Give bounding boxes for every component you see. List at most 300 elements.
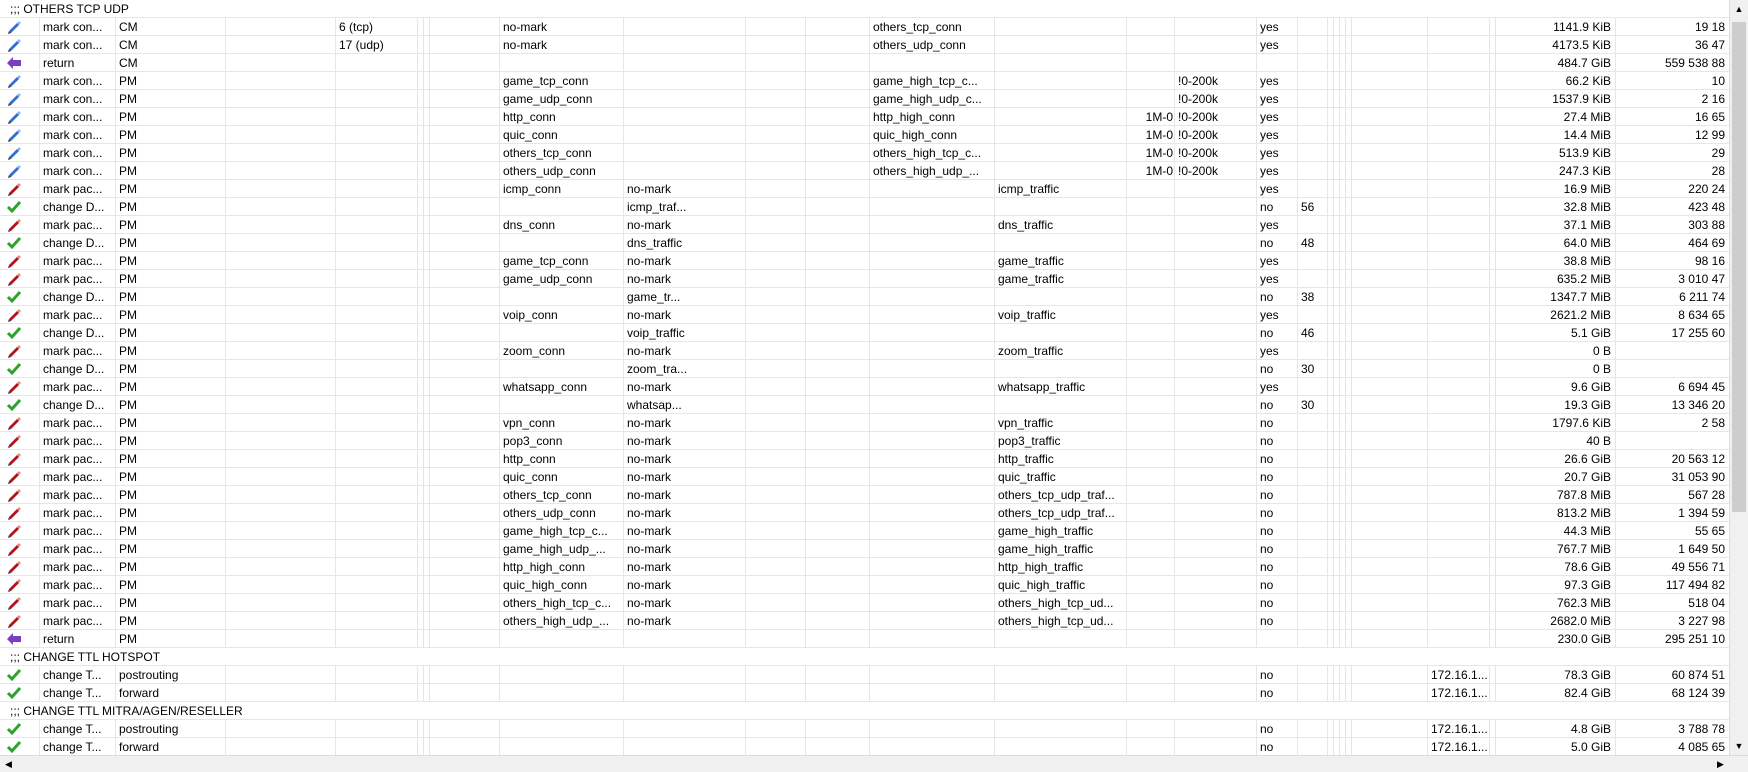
rule-row[interactable] bbox=[0, 684, 1729, 702]
rule-row[interactable] bbox=[0, 558, 1729, 576]
cell-new-packet bbox=[995, 144, 1127, 162]
cell-empty bbox=[746, 198, 806, 216]
cell-rate bbox=[1127, 180, 1175, 198]
cell-pass: no bbox=[1257, 450, 1298, 468]
rule-row[interactable] bbox=[0, 72, 1729, 90]
cell-pkt-mark: no-mark bbox=[624, 180, 746, 198]
cell-burst bbox=[1175, 684, 1257, 702]
rule-row[interactable] bbox=[0, 36, 1729, 54]
cell-empty bbox=[430, 324, 500, 342]
cell-pkt-mark: dns_traffic bbox=[624, 234, 746, 252]
cell-empty bbox=[746, 36, 806, 54]
cell-pass: no bbox=[1257, 288, 1298, 306]
cell-new-packet bbox=[995, 126, 1127, 144]
cell-packets: 567 28 bbox=[1688, 488, 1725, 502]
cell-pkt-mark bbox=[624, 54, 746, 72]
pencil-red-icon bbox=[0, 486, 40, 504]
cell-action: mark pac... bbox=[40, 504, 116, 522]
cell-empty bbox=[1352, 504, 1428, 522]
return-icon bbox=[0, 54, 40, 72]
cell-bytes: 37.1 MiB bbox=[1496, 216, 1616, 234]
cell-burst: !0-200k bbox=[1175, 126, 1257, 144]
cell-ttl bbox=[1298, 36, 1328, 54]
cell-rate bbox=[1127, 594, 1175, 612]
pencil-red-icon bbox=[0, 180, 40, 198]
cell-ttl bbox=[1298, 126, 1328, 144]
cell-bytes: 230.0 GiB bbox=[1496, 630, 1616, 648]
cell-empty bbox=[430, 252, 500, 270]
cell-action: mark con... bbox=[40, 36, 116, 54]
vertical-scrollbar[interactable] bbox=[1729, 0, 1748, 755]
cell-proto bbox=[336, 684, 418, 702]
cell-burst bbox=[1175, 252, 1257, 270]
rule-row[interactable] bbox=[0, 216, 1729, 234]
cell-ttl: 38 bbox=[1298, 288, 1328, 306]
cell-proto bbox=[336, 72, 418, 90]
cell-empty bbox=[746, 414, 806, 432]
cell-proto bbox=[336, 450, 418, 468]
cell-bytes: 1537.9 KiB bbox=[1496, 90, 1616, 108]
cell-ttl bbox=[1298, 54, 1328, 72]
cell-empty bbox=[1352, 486, 1428, 504]
cell-dst bbox=[1428, 180, 1490, 198]
rule-row[interactable] bbox=[0, 198, 1729, 216]
cell-proto bbox=[336, 252, 418, 270]
cell-burst bbox=[1175, 306, 1257, 324]
cell-ttl bbox=[1298, 216, 1328, 234]
cell-chain: postrouting bbox=[116, 666, 226, 684]
cell-bytes: 813.2 MiB bbox=[1496, 504, 1616, 522]
cell-burst bbox=[1175, 36, 1257, 54]
cell-empty bbox=[226, 468, 336, 486]
cell-action: mark pac... bbox=[40, 522, 116, 540]
cell-bytes: 40 B bbox=[1496, 432, 1616, 450]
cell-rate bbox=[1127, 252, 1175, 270]
cell-pass: no bbox=[1257, 738, 1298, 755]
cell-chain: PM bbox=[116, 594, 226, 612]
cell-bytes: 1141.9 KiB bbox=[1496, 18, 1616, 36]
cell-empty bbox=[746, 108, 806, 126]
cell-packets: 60 874 51 bbox=[1671, 668, 1725, 682]
cell-empty bbox=[430, 270, 500, 288]
cell-in-mark: vpn_conn bbox=[500, 414, 624, 432]
cell-new-packet bbox=[995, 738, 1127, 755]
rule-row[interactable] bbox=[0, 522, 1729, 540]
cell-burst bbox=[1175, 216, 1257, 234]
cell-empty bbox=[226, 36, 336, 54]
cell-ttl bbox=[1298, 504, 1328, 522]
cell-pkt-mark: no-mark bbox=[624, 468, 746, 486]
cell-proto bbox=[336, 378, 418, 396]
rule-row[interactable] bbox=[0, 396, 1729, 414]
rule-row[interactable] bbox=[0, 90, 1729, 108]
cell-new-conn bbox=[870, 288, 995, 306]
cell-chain: PM bbox=[116, 306, 226, 324]
cell-proto bbox=[336, 612, 418, 630]
cell-pass: no bbox=[1257, 594, 1298, 612]
cell-action: mark con... bbox=[40, 108, 116, 126]
cell-empty bbox=[746, 72, 806, 90]
rule-row[interactable] bbox=[0, 234, 1729, 252]
cell-bytes: 5.1 GiB bbox=[1496, 324, 1616, 342]
cell-proto bbox=[336, 738, 418, 755]
cell-ttl bbox=[1298, 252, 1328, 270]
cell-action: mark con... bbox=[40, 72, 116, 90]
cell-empty bbox=[430, 54, 500, 72]
cell-in-mark: no-mark bbox=[500, 18, 624, 36]
cell-rate bbox=[1127, 72, 1175, 90]
cell-packets: 303 88 bbox=[1688, 218, 1725, 232]
cell-empty bbox=[226, 72, 336, 90]
rule-row[interactable] bbox=[0, 306, 1729, 324]
cell-pkt-mark: no-mark bbox=[624, 558, 746, 576]
cell-empty bbox=[226, 270, 336, 288]
cell-dst bbox=[1428, 486, 1490, 504]
cell-dst bbox=[1428, 270, 1490, 288]
cell-packets: 31 053 90 bbox=[1671, 470, 1725, 484]
cell-in-mark: others_tcp_conn bbox=[500, 144, 624, 162]
pencil-red-icon bbox=[0, 414, 40, 432]
rule-row[interactable] bbox=[0, 108, 1729, 126]
cell-empty bbox=[746, 612, 806, 630]
cell-action: change D... bbox=[40, 288, 116, 306]
cell-pass: yes bbox=[1257, 72, 1298, 90]
rule-row[interactable] bbox=[0, 342, 1729, 360]
cell-empty bbox=[1352, 378, 1428, 396]
cell-bytes: 44.3 MiB bbox=[1496, 522, 1616, 540]
check-icon bbox=[0, 396, 40, 414]
cell-empty bbox=[1352, 144, 1428, 162]
cell-dst bbox=[1428, 378, 1490, 396]
cell-new-conn bbox=[870, 522, 995, 540]
cell-in-mark: no-mark bbox=[500, 36, 624, 54]
cell-new-packet bbox=[995, 720, 1127, 738]
vertical-scroll-thumb[interactable] bbox=[1732, 22, 1746, 512]
cell-empty bbox=[746, 54, 806, 72]
cell-empty bbox=[430, 18, 500, 36]
rule-row[interactable] bbox=[0, 162, 1729, 180]
section-comment-row[interactable] bbox=[0, 0, 1729, 18]
cell-empty bbox=[806, 504, 870, 522]
cell-packets: 220 24 bbox=[1688, 182, 1725, 196]
cell-empty bbox=[1352, 558, 1428, 576]
cell-in-mark: game_udp_conn bbox=[500, 90, 624, 108]
rule-row[interactable] bbox=[0, 324, 1729, 342]
cell-proto bbox=[336, 306, 418, 324]
cell-packets: 36 47 bbox=[1694, 38, 1725, 52]
cell-ttl bbox=[1298, 270, 1328, 288]
cell-pkt-mark bbox=[624, 684, 746, 702]
cell-empty bbox=[1352, 594, 1428, 612]
rule-row[interactable] bbox=[0, 18, 1729, 36]
cell-empty bbox=[1352, 342, 1428, 360]
rule-row[interactable] bbox=[0, 432, 1729, 450]
cell-pass: no bbox=[1257, 504, 1298, 522]
cell-pkt-mark: no-mark bbox=[624, 342, 746, 360]
cell-empty bbox=[1352, 234, 1428, 252]
cell-rate bbox=[1127, 324, 1175, 342]
cell-empty bbox=[226, 144, 336, 162]
cell-pass: no bbox=[1257, 612, 1298, 630]
cell-bytes: 767.7 MiB bbox=[1496, 540, 1616, 558]
horizontal-scrollbar[interactable] bbox=[0, 755, 1748, 772]
scroll-right-arrow-icon[interactable]: ▶ bbox=[1717, 759, 1724, 769]
cell-action: change T... bbox=[40, 666, 116, 684]
rule-row[interactable] bbox=[0, 378, 1729, 396]
cell-rate bbox=[1127, 18, 1175, 36]
cell-proto bbox=[336, 342, 418, 360]
cell-chain: PM bbox=[116, 486, 226, 504]
cell-dst bbox=[1428, 450, 1490, 468]
cell-in-mark bbox=[500, 360, 624, 378]
rule-row[interactable] bbox=[0, 126, 1729, 144]
cell-in-mark: game_udp_conn bbox=[500, 270, 624, 288]
cell-rate bbox=[1127, 378, 1175, 396]
cell-new-conn bbox=[870, 450, 995, 468]
pencil-red-icon bbox=[0, 450, 40, 468]
cell-packets: 295 251 10 bbox=[1664, 632, 1725, 646]
cell-action: change T... bbox=[40, 738, 116, 755]
cell-proto: 6 (tcp) bbox=[336, 18, 418, 36]
cell-empty bbox=[806, 306, 870, 324]
cell-dst bbox=[1428, 414, 1490, 432]
cell-new-conn bbox=[870, 324, 995, 342]
cell-new-packet bbox=[995, 324, 1127, 342]
cell-chain: PM bbox=[116, 342, 226, 360]
cell-empty bbox=[430, 738, 500, 755]
cell-empty bbox=[806, 36, 870, 54]
cell-empty bbox=[806, 108, 870, 126]
scroll-down-arrow-icon[interactable]: ▼ bbox=[1734, 741, 1744, 751]
cell-dst bbox=[1428, 234, 1490, 252]
cell-in-mark: others_udp_conn bbox=[500, 162, 624, 180]
cell-empty bbox=[746, 576, 806, 594]
cell-empty bbox=[806, 738, 870, 755]
rule-row[interactable] bbox=[0, 576, 1729, 594]
cell-dst bbox=[1428, 468, 1490, 486]
cell-empty bbox=[1352, 270, 1428, 288]
rule-row[interactable] bbox=[0, 486, 1729, 504]
cell-new-packet bbox=[995, 18, 1127, 36]
scroll-up-arrow-icon[interactable]: ▲ bbox=[1734, 4, 1744, 14]
cell-ttl bbox=[1298, 738, 1328, 755]
cell-empty bbox=[806, 18, 870, 36]
cell-new-packet: dns_traffic bbox=[995, 216, 1127, 234]
rule-row[interactable] bbox=[0, 738, 1729, 755]
rule-row[interactable] bbox=[0, 504, 1729, 522]
cell-empty bbox=[430, 288, 500, 306]
rule-row[interactable] bbox=[0, 720, 1729, 738]
pencil-blue-icon bbox=[0, 18, 40, 36]
cell-new-conn bbox=[870, 396, 995, 414]
rule-row[interactable] bbox=[0, 630, 1729, 648]
cell-empty bbox=[430, 612, 500, 630]
cell-packets: 2 16 bbox=[1701, 92, 1725, 106]
cell-rate bbox=[1127, 522, 1175, 540]
cell-new-conn bbox=[870, 360, 995, 378]
section-comment-row[interactable] bbox=[0, 702, 1729, 720]
cell-empty bbox=[806, 576, 870, 594]
cell-rate: 1M-0 bbox=[1127, 108, 1175, 126]
cell-proto bbox=[336, 522, 418, 540]
cell-pkt-mark: no-mark bbox=[624, 432, 746, 450]
cell-empty bbox=[806, 342, 870, 360]
cell-pass: no bbox=[1257, 324, 1298, 342]
rule-row[interactable] bbox=[0, 612, 1729, 630]
cell-new-conn bbox=[870, 180, 995, 198]
rule-row[interactable] bbox=[0, 540, 1729, 558]
cell-new-conn bbox=[870, 558, 995, 576]
cell-ttl bbox=[1298, 414, 1328, 432]
cell-ttl bbox=[1298, 540, 1328, 558]
cell-empty bbox=[226, 360, 336, 378]
cell-new-packet bbox=[995, 108, 1127, 126]
cell-bytes: 0 B bbox=[1496, 360, 1616, 378]
rule-row[interactable] bbox=[0, 54, 1729, 72]
rule-row[interactable] bbox=[0, 666, 1729, 684]
cell-empty bbox=[806, 540, 870, 558]
cell-rate bbox=[1127, 54, 1175, 72]
cell-rate bbox=[1127, 198, 1175, 216]
cell-chain: PM bbox=[116, 432, 226, 450]
cell-empty bbox=[430, 432, 500, 450]
cell-empty bbox=[430, 486, 500, 504]
rule-row[interactable] bbox=[0, 594, 1729, 612]
cell-burst bbox=[1175, 720, 1257, 738]
cell-packets: 4 085 65 bbox=[1678, 740, 1725, 754]
cell-pass: no bbox=[1257, 558, 1298, 576]
rule-row[interactable] bbox=[0, 252, 1729, 270]
cell-empty bbox=[1352, 108, 1428, 126]
rule-row[interactable] bbox=[0, 144, 1729, 162]
pencil-red-icon bbox=[0, 504, 40, 522]
cell-pkt-mark: no-mark bbox=[624, 594, 746, 612]
rule-row[interactable] bbox=[0, 360, 1729, 378]
cell-action: mark con... bbox=[40, 18, 116, 36]
cell-action: mark pac... bbox=[40, 612, 116, 630]
rule-row[interactable] bbox=[0, 450, 1729, 468]
pencil-red-icon bbox=[0, 306, 40, 324]
cell-action: mark pac... bbox=[40, 342, 116, 360]
rule-row[interactable] bbox=[0, 288, 1729, 306]
cell-new-conn bbox=[870, 234, 995, 252]
cell-burst bbox=[1175, 414, 1257, 432]
cell-pkt-mark bbox=[624, 738, 746, 755]
cell-rate bbox=[1127, 468, 1175, 486]
cell-proto bbox=[336, 288, 418, 306]
cell-packets: 6 211 74 bbox=[1679, 290, 1725, 304]
cell-dst bbox=[1428, 594, 1490, 612]
cell-burst bbox=[1175, 234, 1257, 252]
section-comment-row[interactable] bbox=[0, 648, 1729, 666]
cell-in-mark bbox=[500, 54, 624, 72]
cell-action: mark pac... bbox=[40, 378, 116, 396]
cell-rate bbox=[1127, 684, 1175, 702]
cell-new-conn: http_high_conn bbox=[870, 108, 995, 126]
cell-action: mark pac... bbox=[40, 540, 116, 558]
cell-empty bbox=[746, 558, 806, 576]
cell-in-mark bbox=[500, 198, 624, 216]
cell-action: change D... bbox=[40, 360, 116, 378]
cell-pass: no bbox=[1257, 486, 1298, 504]
cell-empty bbox=[430, 450, 500, 468]
cell-chain: PM bbox=[116, 324, 226, 342]
cell-burst bbox=[1175, 630, 1257, 648]
pencil-blue-icon bbox=[0, 108, 40, 126]
cell-dst: 172.16.1... bbox=[1428, 684, 1490, 702]
cell-empty bbox=[1352, 612, 1428, 630]
rule-row[interactable] bbox=[0, 414, 1729, 432]
cell-ttl bbox=[1298, 594, 1328, 612]
cell-empty bbox=[226, 432, 336, 450]
rule-row[interactable] bbox=[0, 270, 1729, 288]
cell-dst bbox=[1428, 360, 1490, 378]
cell-new-conn bbox=[870, 342, 995, 360]
cell-in-mark: others_udp_conn bbox=[500, 504, 624, 522]
cell-new-conn bbox=[870, 468, 995, 486]
cell-bytes: 2621.2 MiB bbox=[1496, 306, 1616, 324]
cell-pkt-mark bbox=[624, 630, 746, 648]
cell-burst bbox=[1175, 468, 1257, 486]
pencil-red-icon bbox=[0, 270, 40, 288]
cell-empty bbox=[806, 720, 870, 738]
cell-empty bbox=[746, 666, 806, 684]
cell-empty bbox=[226, 612, 336, 630]
cell-in-mark bbox=[500, 288, 624, 306]
cell-empty bbox=[746, 594, 806, 612]
cell-empty bbox=[226, 576, 336, 594]
cell-dst bbox=[1428, 576, 1490, 594]
cell-action: mark pac... bbox=[40, 450, 116, 468]
cell-empty bbox=[746, 306, 806, 324]
cell-action: return bbox=[40, 630, 116, 648]
cell-burst bbox=[1175, 738, 1257, 755]
cell-empty bbox=[746, 630, 806, 648]
cell-empty bbox=[226, 522, 336, 540]
rule-row[interactable] bbox=[0, 180, 1729, 198]
cell-empty bbox=[226, 216, 336, 234]
cell-rate bbox=[1127, 360, 1175, 378]
rule-row[interactable] bbox=[0, 468, 1729, 486]
cell-new-packet bbox=[995, 36, 1127, 54]
cell-chain: PM bbox=[116, 72, 226, 90]
check-icon bbox=[0, 198, 40, 216]
cell-proto bbox=[336, 594, 418, 612]
cell-empty bbox=[1352, 666, 1428, 684]
cell-packets: 423 48 bbox=[1688, 200, 1725, 214]
cell-chain: postrouting bbox=[116, 720, 226, 738]
cell-pkt-mark: game_tr... bbox=[624, 288, 746, 306]
cell-empty bbox=[226, 54, 336, 72]
cell-chain: PM bbox=[116, 378, 226, 396]
section-comment: ;;; CHANGE TTL MITRA/AGEN/RESELLER bbox=[10, 704, 243, 718]
cell-empty bbox=[430, 162, 500, 180]
cell-empty bbox=[1352, 414, 1428, 432]
cell-pass: yes bbox=[1257, 18, 1298, 36]
cell-empty bbox=[806, 126, 870, 144]
cell-bytes: 38.8 MiB bbox=[1496, 252, 1616, 270]
cell-in-mark: http_conn bbox=[500, 450, 624, 468]
scroll-left-arrow-icon[interactable]: ◀ bbox=[5, 759, 12, 769]
cell-ttl bbox=[1298, 108, 1328, 126]
cell-action: mark pac... bbox=[40, 216, 116, 234]
cell-empty bbox=[226, 180, 336, 198]
cell-chain: PM bbox=[116, 144, 226, 162]
pencil-red-icon bbox=[0, 540, 40, 558]
cell-new-packet: voip_traffic bbox=[995, 306, 1127, 324]
cell-empty bbox=[1352, 216, 1428, 234]
cell-new-conn bbox=[870, 612, 995, 630]
